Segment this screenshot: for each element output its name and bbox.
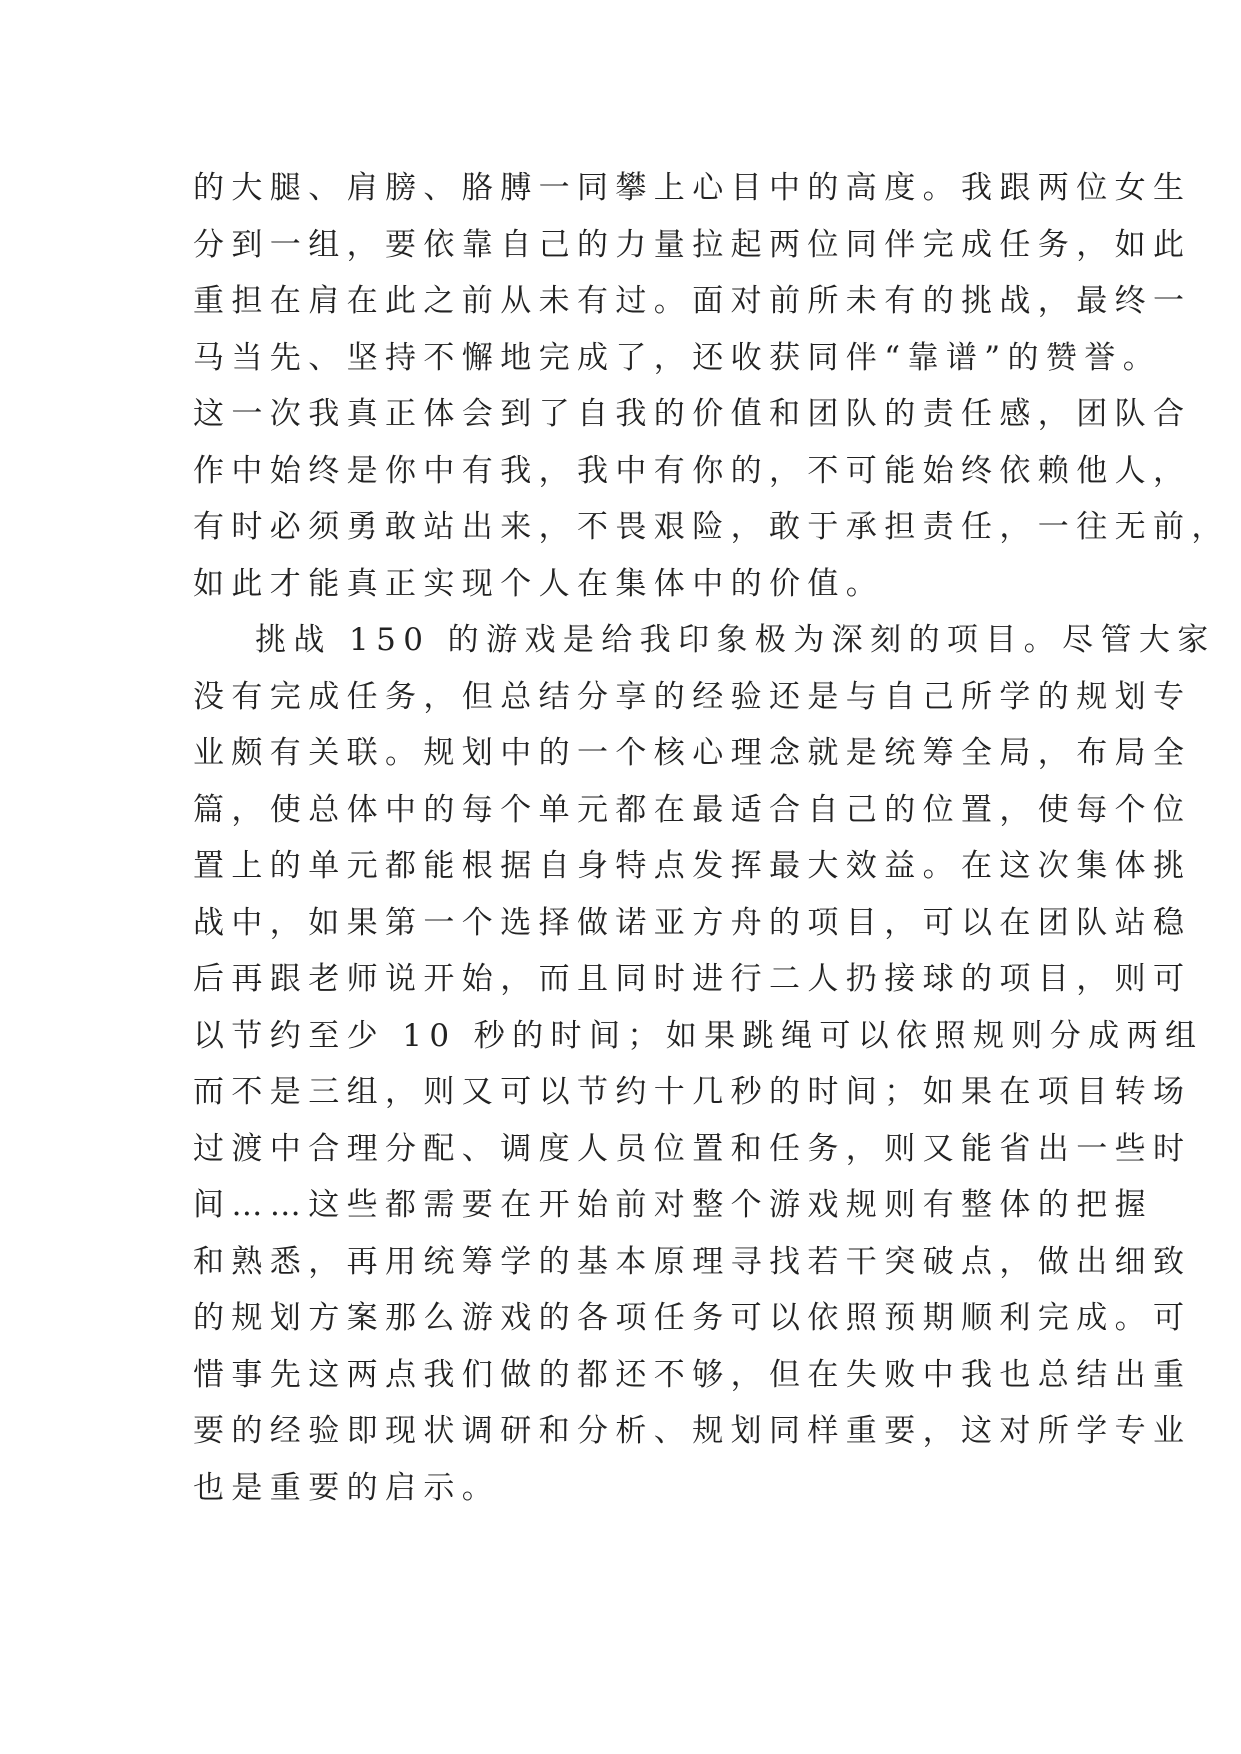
text-line: 的规划方案那么游戏的各项任务可以依照预期顺利完成。可 — [193, 1300, 1192, 1336]
text-line: 业颇有关联。规划中的一个核心理念就是统筹全局，布局全 — [193, 735, 1192, 771]
text-line: 的大腿、肩膀、胳膊一同攀上心目中的高度。我跟两位女生 — [193, 170, 1192, 206]
text-line: 过渡中合理分配、调度人员位置和任务，则又能省出一些时 — [193, 1130, 1192, 1167]
text-line: 间……这些都需要在开始前对整个游戏规则有整体的把握 — [193, 1187, 1153, 1223]
text-line: 没有完成任务，但总结分享的经验还是与自己所学的规划专 — [193, 678, 1192, 715]
text-line: 战中，如果第一个选择做诺亚方舟的项目，可以在团队站稳 — [193, 904, 1192, 941]
paragraph-2 — [193, 612, 1216, 1516]
document-body — [193, 160, 1230, 1516]
text-line: 这一次我真正体会到了自我的价值和团队的责任感，团队合 — [193, 396, 1192, 432]
text-line: 有时必须勇敢站出来，不畏艰险，敢于承担责任，一往无前， — [193, 509, 1230, 545]
text-line: 分到一组，要依靠自己的力量拉起两位同伴完成任务，如此 — [193, 226, 1192, 263]
text-line: 作中始终是你中有我，我中有你的，不可能始终依赖他人， — [193, 452, 1192, 489]
text-line: 如此才能真正实现个人在集体中的价值。 — [193, 565, 885, 602]
text-line: 马当先、坚持不懈地完成了，还收获同伴“靠谱”的赞誉。 — [193, 339, 1162, 376]
paragraph-1 — [193, 160, 1230, 612]
text-line: 和熟悉，再用统筹学的基本原理寻找若干突破点，做出细致 — [193, 1243, 1192, 1280]
text-line: 以节约至少 10 秒的时间；如果跳绳可以依照规则分成两组 — [193, 1017, 1204, 1054]
text-line: 也是重要的启示。 — [193, 1469, 501, 1506]
text-line: 篇，使总体中的每个单元都在最适合自己的位置，使每个位 — [193, 791, 1192, 828]
text-line-first-indented: 挑战 150 的游戏是给我印象极为深刻的项目。尽管大家 — [255, 622, 1216, 658]
text-line: 后再跟老师说开始，而且同时进行二人扔接球的项目，则可 — [193, 961, 1192, 997]
text-line: 惜事先这两点我们做的都还不够，但在失败中我也总结出重 — [193, 1356, 1192, 1393]
text-line: 而不是三组，则又可以节约十几秒的时间；如果在项目转场 — [193, 1074, 1192, 1110]
text-line: 重担在肩在此之前从未有过。面对前所未有的挑战，最终一 — [193, 283, 1192, 319]
text-line: 置上的单元都能根据自身特点发挥最大效益。在这次集体挑 — [193, 848, 1192, 884]
text-line: 要的经验即现状调研和分析、规划同样重要，这对所学专业 — [193, 1413, 1192, 1449]
